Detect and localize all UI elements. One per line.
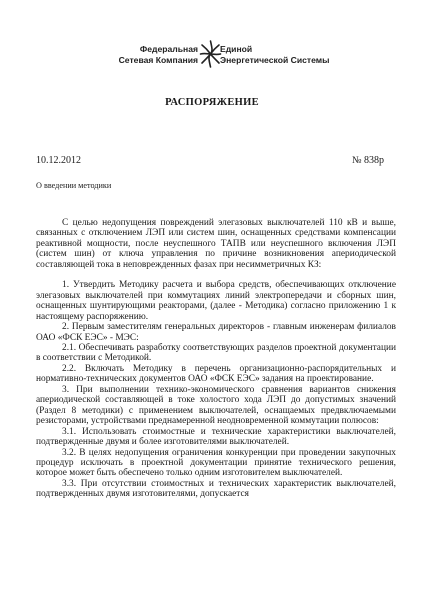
- org-left-line2: Сетевая Компания: [118, 55, 198, 65]
- paragraph-item-3-3: 3.3. При отсутствии стоимостных и технических характеристик выключателей, подтвержденных двумя изготовителями, допускается: [36, 478, 396, 500]
- paragraph-item-2-1: 2.1. Обеспечивать разработку соответствующих разделов проектной документации в соответствии с Методикой.: [36, 342, 396, 364]
- paragraph-item-1: 1. Утвердить Методику расчета и выбора средств, обеспечивающих отключение элегазовых выключателей при коммутациях линий электропередачи и сборных шин, оснащенных шунтирующими реакторами, (далее - Методика) согласно приложению 1 к настоящему распоряжению.: [36, 280, 396, 322]
- document-date: 10.12.2012: [36, 155, 81, 166]
- org-name-left: [119, 44, 198, 66]
- paragraph-preamble: С целью недопущения повреждений элегазовых выключателей 110 кВ и выше, связанных с отключением ЛЭП или систем шин, оснащенных средствами компенсации реактивной мощности, после неуспешного ТАПВ или неуспешного включения ЛЭП (систем шин) от ключа управления по причине возникновения апериодической составляющей тока в неповрежденных фазах при несимметричных КЗ:: [36, 218, 396, 270]
- org-right-line1: Единой: [220, 44, 253, 54]
- org-right-line2: Энергетической Системы: [220, 55, 330, 65]
- paragraph-item-3: 3. При выполнении технико-экономического сравнения вариантов снижения апериодической составляющей в токе холостого хода ЛЭП до допустимых значений (Раздел 8 методики) с применением выключателей, оснащаемых предвключаемыми резисторами, устройствами преднамеренной неодновременной коммутации полюсов:: [36, 384, 396, 427]
- org-left-line1: Федеральная: [139, 44, 198, 54]
- paragraph-item-2: 2. Первым заместителям генеральных директоров - главным инженерам филиалов ОАО «ФСК ЕЭС» - МЭС:: [36, 322, 396, 343]
- document-title: РАСПОРЯЖЕНИЕ: [165, 97, 259, 108]
- letterhead-logo: [0, 44, 424, 80]
- fsk-emblem-icon: [199, 39, 222, 69]
- paragraph-item-3-2: 3.2. В целях недопущения ограничения конкуренции при проведении закупочных процедур исключать в проектной документации принятие технического решения, которое может быть обеспечено только одним изготовителем выключателей.: [36, 447, 396, 479]
- paragraph-item-2-2: 2.2. Включать Методику в перечень организационно-распорядительных и нормативно-технических документов ОАО «ФСК ЕЭС» задания на проектирование.: [36, 363, 396, 385]
- document-subject: О введении методики: [36, 181, 112, 190]
- org-name-right: [220, 44, 329, 66]
- document-number: № 838р: [351, 155, 384, 166]
- paragraph-item-3-1: 3.1. Использовать стоимостные и технические характеристики выключателей, подтвержденные двумя и более изготовителями выключателей.: [36, 426, 396, 448]
- document-body: [36, 218, 396, 500]
